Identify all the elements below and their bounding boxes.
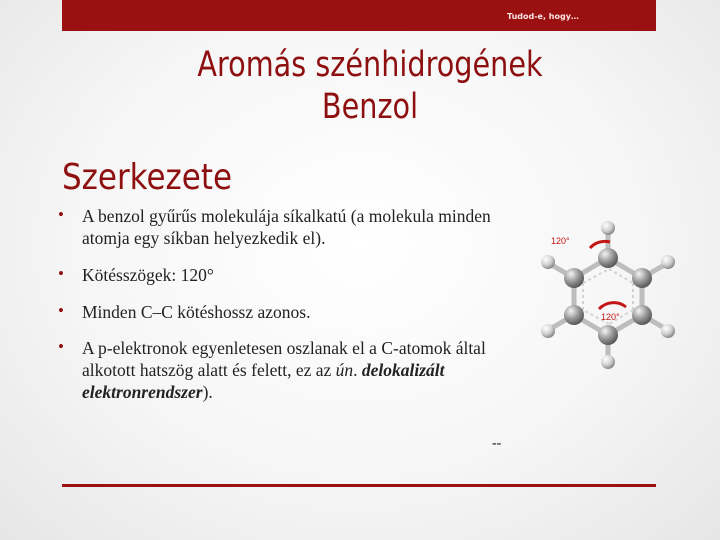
footer-mark: -- <box>492 436 502 451</box>
carbon-atoms <box>564 248 652 345</box>
angle-label-bottom: 120° <box>601 312 620 322</box>
angle-label-top: 120° <box>551 236 570 246</box>
header-bar <box>62 0 656 31</box>
bullet-text: A p-elektronok egyenletesen oszlanak el a C-atomok által alkotott hatszög alatt és felett, ez az <box>82 338 486 380</box>
section-heading: Szerkezete <box>62 157 233 198</box>
bullet-text: A benzol gyűrűs molekulája síkalkatú (a molekula minden atomja egy síkban helyezkedik el). <box>82 206 491 248</box>
bullet-item-angles <box>58 264 214 286</box>
bullet-dot-icon: • <box>58 264 64 283</box>
bullet-dot-icon: • <box>58 337 64 356</box>
bullet-dot-text: . <box>353 360 362 380</box>
bullet-abbrev: ún <box>335 360 354 380</box>
angle-arc-bottom <box>599 303 626 309</box>
header-text: Tudod-e, hogy… <box>507 12 579 21</box>
title-line-1: Aromás szénhidrogének <box>197 45 543 85</box>
bullet-item-bond-length <box>58 301 310 323</box>
footer-rule <box>62 484 656 487</box>
bullet-text: Kötésszögek: 120° <box>82 265 214 285</box>
bullet-dot-icon: • <box>58 205 64 224</box>
benzene-model <box>528 208 688 378</box>
bullet-tail: ). <box>202 382 213 402</box>
slide-title <box>149 44 592 128</box>
bullet-term: delokalizált elektronrendszer <box>82 360 445 402</box>
bullet-dot-icon: • <box>58 301 64 320</box>
bullet-item-planar <box>58 205 522 249</box>
title-line-2: Benzol <box>321 87 419 127</box>
bullet-text: Minden C–C kötéshossz azonos. <box>82 302 311 322</box>
bullet-item-delocalized <box>58 337 502 403</box>
